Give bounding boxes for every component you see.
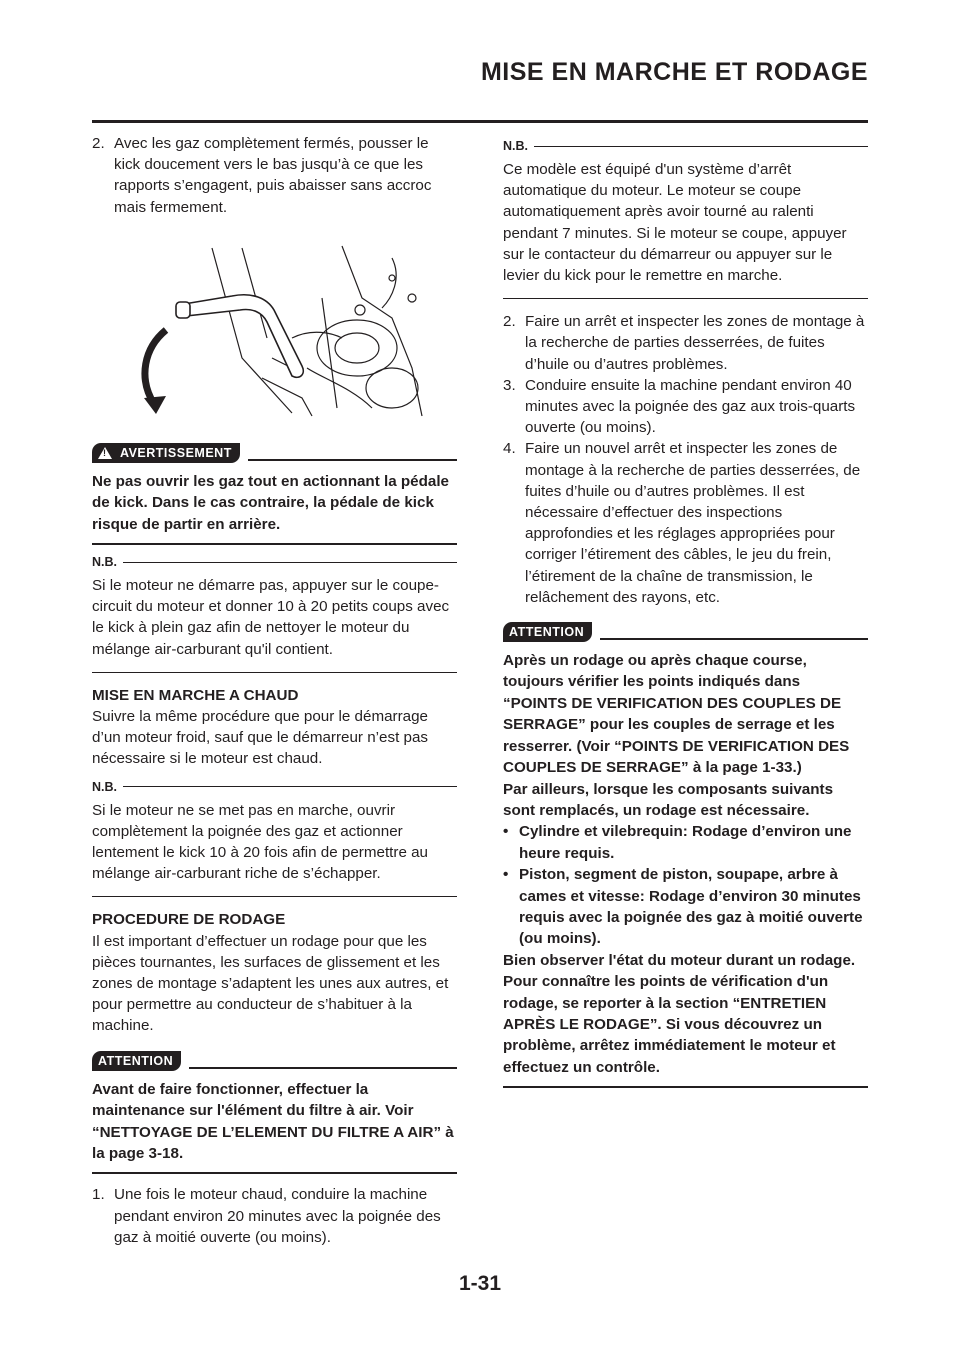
step-number: 1. bbox=[92, 1186, 105, 1204]
warning-label: AVERTISSEMENT bbox=[120, 445, 232, 460]
step-number: 4. bbox=[503, 440, 516, 458]
section-heading-warm-start: MISE EN MARCHE A CHAUD bbox=[92, 686, 299, 704]
warning-header bbox=[92, 443, 457, 463]
note-end-rule bbox=[503, 298, 868, 299]
break-in-text: Il est important d’effectuer un rodage pour que les pièces tournantes, les surfaces de glissement et les zones de montage s’adaptent les unes aux autres, et pour permettre au conducteur de s’habituer à la machine. bbox=[92, 932, 449, 1035]
note-rule bbox=[534, 146, 868, 147]
attention-intro: Après un rodage ou après chaque course, toujours vérifier les points indiqués dans “POINTS DE VERIFICATION DES COUPLES DE SERRAGE” pour les couples de serrage et les resserrer. (Voir “POINTS DE VERIFICATION DES COUPLES DE SERRAGE” à la page 1-33.) bbox=[503, 652, 850, 777]
note-end-rule bbox=[92, 672, 457, 673]
attention-badge: ATTENTION bbox=[92, 1051, 181, 1071]
step-1-warm-ride bbox=[92, 1184, 457, 1248]
attention-end-rule bbox=[92, 1172, 457, 1174]
attention-para: Pour connaître les points de vérification d'un rodage, se reporter à la section “ENTRETIEN APRÈS LE RODAGE”. Si vous découvrez un problème, arrêtez immédiatement le moteur et effectuez un contrôle. bbox=[503, 973, 836, 1076]
kick-pedal-illustration bbox=[92, 238, 457, 418]
note-rule bbox=[123, 562, 457, 563]
attention-header bbox=[92, 1051, 457, 1071]
bullet-text: Cylindre et vilebrequin: Rodage d’environ une heure requis. bbox=[519, 823, 852, 862]
attention-bullet bbox=[503, 864, 868, 950]
bullet-icon: • bbox=[503, 866, 509, 884]
note-text: Si le moteur ne se met pas en marche, ouvrir complètement la poignée des gaz et actionner lentement le kick 10 à 20 fois afin de permettre au mélange air-carburant riche de s’échapper. bbox=[92, 801, 429, 883]
left-column bbox=[92, 133, 457, 1248]
note-end-rule bbox=[92, 896, 457, 897]
step-number: 3. bbox=[503, 376, 516, 394]
attention-rule bbox=[189, 1067, 457, 1069]
note-label: N.B. bbox=[503, 139, 528, 153]
page-number: 1-31 bbox=[458, 1272, 502, 1295]
note-text: Si le moteur ne démarre pas, appuyer sur le coupe-circuit du moteur et donner 10 à 20 petits coups avec le kick à plein gaz afin de nettoyer le moteur du mélange air-carburant qu'il contient. bbox=[92, 577, 450, 658]
note-header bbox=[92, 780, 457, 794]
attention-bullet bbox=[503, 821, 868, 864]
note-label: N.B. bbox=[92, 555, 117, 570]
step-number: 2. bbox=[92, 135, 105, 152]
attention-para: Par ailleurs, lorsque les composants suivants sont remplacés, un rodage est nécessaire. bbox=[503, 780, 834, 819]
warning-triangle-icon bbox=[98, 447, 112, 459]
note-text: Ce modèle est équipé d'un système d’arrêt automatique du moteur. Le moteur se coupe automatiquement après avoir tourné au ralenti pendant 7 minutes. Si le moteur se coupe, appuyer sur le contacteur du démarreur ou appuyer sur le levier du kick pour le remettre en marche. bbox=[503, 161, 847, 285]
warning-rule bbox=[248, 459, 457, 461]
right-column bbox=[503, 133, 868, 1098]
attention-para: Bien observer l'état du moteur durant un rodage. bbox=[503, 951, 856, 969]
bullet-icon: • bbox=[503, 823, 509, 841]
page-title: MISE EN MARCHE ET RODAGE bbox=[480, 58, 868, 86]
step-text: Conduire ensuite la machine pendant environ 40 minutes avec la poignée des gaz aux trois-quarts ouverte (ou moins). bbox=[525, 376, 856, 437]
note-header bbox=[92, 555, 457, 569]
warning-text: Ne pas ouvrir les gaz tout en actionnant la pédale de kick. Dans le cas contraire, la pédale de kick risque de partir en arrière. bbox=[92, 472, 449, 533]
step-3-ride bbox=[503, 375, 868, 439]
step-text: Faire un arrêt et inspecter les zones de montage à la recherche de parties desserrées, de fuites d’huile ou d’autres problèmes. bbox=[525, 313, 865, 373]
step-2-inspect bbox=[503, 311, 868, 375]
header-rule bbox=[92, 120, 868, 123]
attention-text: Avant de faire fonctionner, effectuer la maintenance sur l'élément du filtre à air. Voir “NETTOYAGE DE L’ELEMENT DU FILTRE A AIR” à la page 3-18. bbox=[92, 1080, 454, 1162]
attention-rule bbox=[600, 638, 868, 640]
warning-badge bbox=[92, 443, 240, 463]
step-2-kick bbox=[92, 133, 457, 218]
step-4-inspect bbox=[503, 438, 868, 608]
attention-badge: ATTENTION bbox=[503, 622, 592, 642]
attention-end-rule bbox=[503, 1086, 868, 1088]
step-number: 2. bbox=[503, 313, 516, 331]
note-label: N.B. bbox=[92, 779, 117, 794]
step-text: Faire un nouvel arrêt et inspecter les zones de montage à la recherche de parties desserrées, de fuites d’huile ou d’autres problèmes. Il est nécessaire d’effectuer des inspections approfondies et les réglages appropriées pour corriger l’étirement des câbles, le jeu du frein, l’étirement de la chaîne de transmission, le relâchement des rayons, etc. bbox=[525, 440, 861, 606]
bullet-text: Piston, segment de piston, soupape, arbre à cames et vitesse: Rodage d’environ 30 minutes requis avec la poignée des gaz à moitié ouverte (ou moins). bbox=[519, 866, 863, 948]
note-header bbox=[503, 139, 868, 153]
attention-header bbox=[503, 622, 868, 642]
warm-start-text: Suivre la même procédure que pour le démarrage d’un moteur froid, sauf que le démarreur n’est pas nécessaire si le moteur est chaud. bbox=[92, 708, 428, 768]
section-heading-break-in: PROCEDURE DE RODAGE bbox=[92, 911, 286, 929]
warning-end-rule bbox=[92, 543, 457, 545]
step-text: Avec les gaz complètement fermés, pousser le kick doucement vers le bas jusqu’à ce que les rapports s’engagent, puis abaisser sans accroc mais fermement. bbox=[114, 135, 432, 216]
note-rule bbox=[123, 786, 457, 787]
step-text: Une fois le moteur chaud, conduire la machine pendant environ 20 minutes avec la poignée des gaz à moitié ouverte (ou moins). bbox=[114, 1186, 441, 1246]
